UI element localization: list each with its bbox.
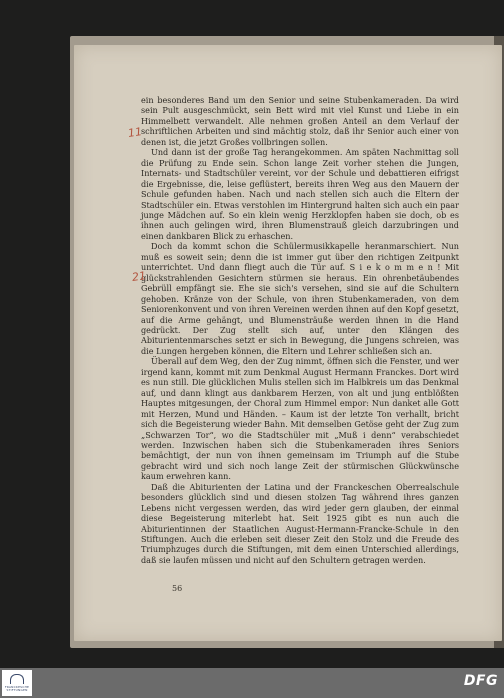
institution-logo[interactable]: [2, 670, 32, 696]
logo-text: FRANCKESCHE STIFTUNGEN: [4, 684, 30, 692]
paragraph: Überall auf dem Weg, den der Zug nimmt, öffnen sich die Fenster, und wer irgend kann, kommt mit zum Denkmal August Hermann Franckes. Dort wird es nun still. Die glücklichen Mulis stellen sich im Halbkreis um das Denkmal auf, und dann klingt aus dankbarem Herzen, von alt und jung entblößten Hauptes mitgesungen, der Choral zum Himmel empor: Nun danket alle Gott mit Herzen, Mund und Händen. – Kaum ist der letzte Ton verhallt, bricht sich die Begeisterung wieder Bahn. Mit demselben Getöse geht der Zug zum „Schwarzen Tor“, wo die Stadtschüler mit „Muß i denn“ verabschiedet werden. Inzwischen haben sich die Stubenkameraden ihres Seniors bemächtigt, der nun von ihnen gemeinsam im Triumph auf die Stube gebracht wird und sich noch lange Zeit der stürmischen Glückwünsche kaum erwehren kann.: [141, 356, 460, 482]
paragraph: Daß die Abiturienten der Latina und der Franckeschen Oberrealschule besonders glücklich sind und diesen stolzen Tag während ihres ganzen Lebens nicht vergessen werden, das wird jeder gern glauben, der einmal diese Begeisterung miterlebt hat. Seit 1925 gibt es nun auch die Abiturientinnen der Staatlichen August-Hermann-Francke-Schule in den Stiftungen. Auch die erleben seit dieser Zeit den Stolz und die Freude des Triumphzuges durch die Stiftungen, mit dem einen Unterschied allerdings, daß sie laufen müssen und nicht auf den Schultern getragen werden.: [141, 481, 459, 565]
margin-annotation: 11: [127, 125, 143, 140]
paragraph: Und dann ist der große Tag herangekommen. Am späten Nachmittag soll die Prüfung zu Ende sein. Schon lange Zeit vorher stehen die Jungen, Internats- und Stadtschüler vereint, vor der Schule und debattieren eifrigst die Ergebnisse, die, leise geflüstert, bereits ihren Weg aus den Mauern der Schule gefunden haben. Nach und nach stellen sich auch die Eltern der Stadtschüler ein. Etwas verstohlen im Hintergrund halten sich auch ein paar junge Mädchen auf. So ein klein wenig Herzklopfen haben sie doch, ob es ihnen auch gelingen wird, ihren Blumenstrauß gleich darzubringen und einen dankbaren Blick zu erhaschen.: [141, 147, 459, 241]
margin-annotation: 21: [131, 269, 147, 284]
dfg-logo[interactable]: DFG: [463, 673, 498, 689]
logo-emblem-icon: [10, 674, 24, 684]
viewer-footer-bar: [0, 668, 504, 698]
page-number: 56: [172, 584, 183, 593]
paragraph: Doch da kommt schon die Schülermusikkapelle heranmarschiert. Nun muß es soweit sein; denn die ist immer gut über den richtigen Zeitpunkt unterrichtet. Und dann fliegt auch die Tür auf. S i e k o m m e n ! Mit glückstrahlenden Gesichtern stürmen sie heraus. Ein ohrenbetäubendes Gebrüll empfängt sie. Ehe sie sich's versehen, sind sie auf die Schultern gehoben. Kränze von der Schule, von ihren Stubenkameraden, von dem Seniorenkonvent und von ihren Vereinen werden ihnen auf den Kopf gesetzt, auf die Arme gehängt, und Blumensträuße werden ihnen in die Hand gedrückt. Der Zug stellt sich auf, unter den Klängen des Abiturientenmarsches setzt er sich in Bewegung, die Jungens schreien, was die Lungen hergeben können, die Eltern und Lehrer schließen sich an.: [141, 241, 459, 356]
paragraph: ein besonderes Band um den Senior und seine Stubenkameraden. Da wird sein Pult ausgeschmückt, sein Bett wird mit viel Kunst und Liebe in ein Himmelbett verwandelt. Alle nehmen großen Anteil an dem Verlauf der schriftlichen Arbeiten und sind mächtig stolz, daß ihr Senior auch einer von denen ist, die jetzt Großes vollbringen sollen.: [141, 95, 459, 147]
body-text: [141, 95, 459, 565]
